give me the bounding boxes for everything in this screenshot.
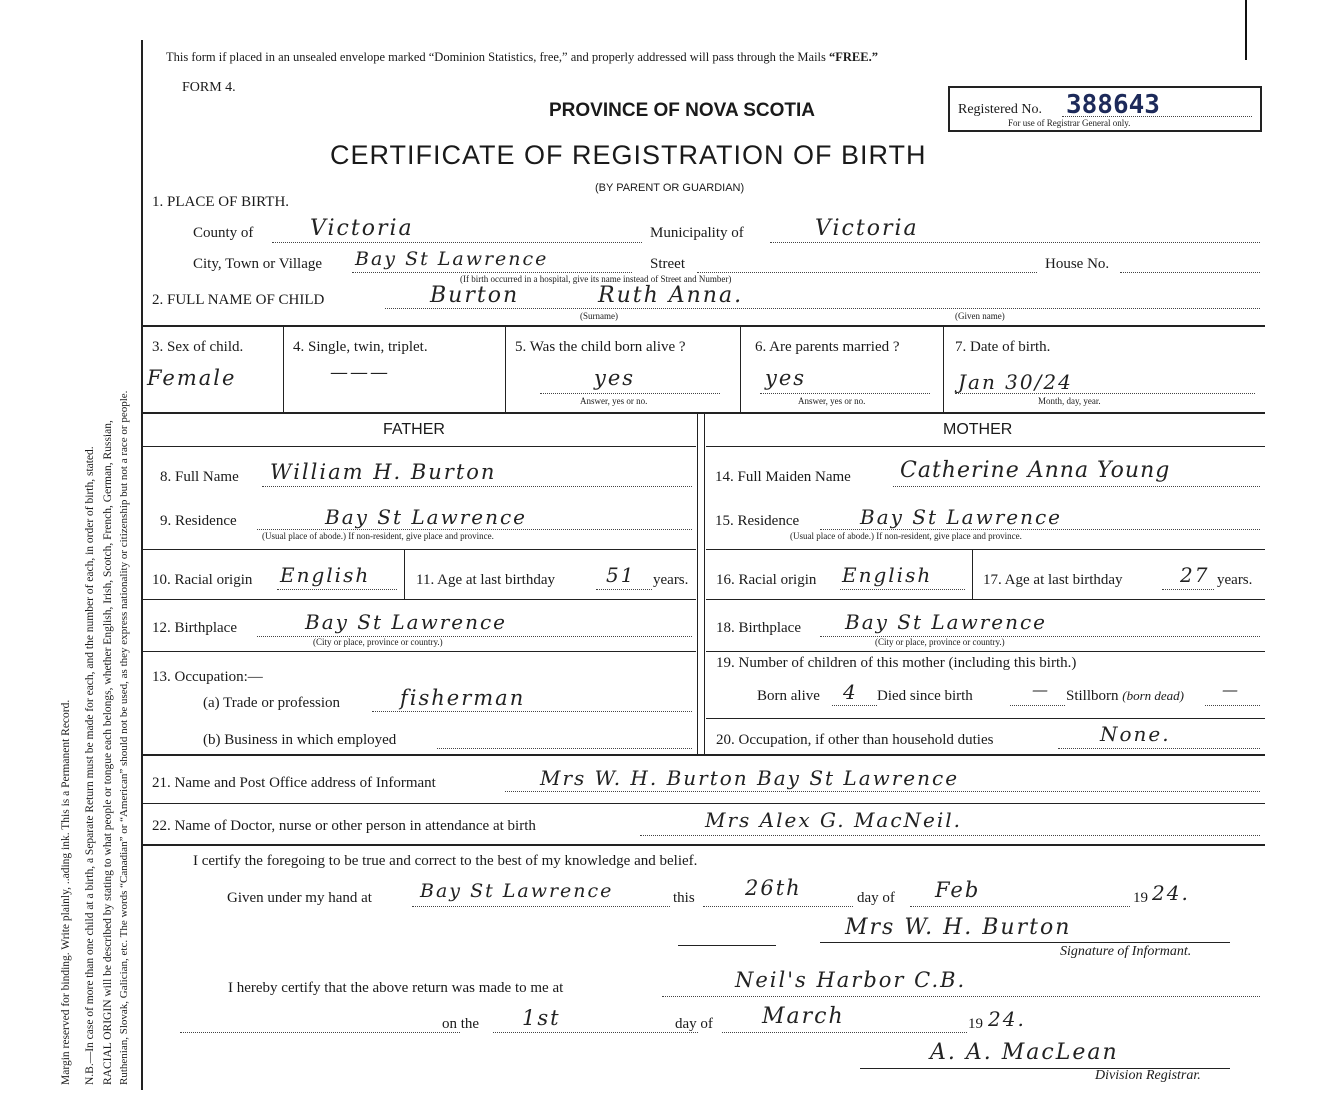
province-heading: PROVINCE OF NOVA SCOTIA [549,100,816,121]
mother-name-label: 14. Full Maiden Name [715,469,851,485]
county-value: Victoria [310,216,414,241]
return-day-value: 1st [522,1006,561,1030]
pen-mark [1245,0,1247,60]
street-label: Street [650,256,685,272]
child-name-label: 2. FULL NAME OF CHILD [152,292,325,308]
father-racial-label: 10. Racial origin [152,572,253,588]
father-birthplace-label: 12. Birthplace [152,620,237,636]
mother-racial-label: 16. Racial origin [716,572,817,588]
father-trade-value: fisherman [400,686,526,710]
given-month-value: Feb [935,878,981,902]
mother-birthplace-label: 18. Birthplace [716,620,801,636]
given-day-value: 26th [745,876,802,900]
father-name-value: William H. Burton [270,460,497,484]
mother-abode-caption: (Usual place of abode.) If non-resident, give place and province. [790,531,1022,541]
father-trade-label: (a) Trade or profession [203,695,341,711]
certificate-title: CERTIFICATE OF REGISTRATION OF BIRTH [330,140,927,170]
mother-residence-label: 15. Residence [715,513,800,529]
father-birthplace-caption: (City or place, province or country.) [313,637,443,647]
form-number: FORM 4. [182,80,236,95]
return-place-value: Neil's Harbor C.B. [735,968,967,992]
plurality-value: ——— [330,362,390,383]
father-age-value: 51 [606,563,636,587]
father-residence-value: Bay St Lawrence [325,505,528,529]
registrar-caption: Division Registrar. [1095,1068,1201,1083]
date-of-birth-label: 7. Date of birth. [955,339,1051,355]
municipality-value: Victoria [815,216,919,241]
alive-answer-caption: Answer, yes or no. [580,396,648,406]
informant-label: 21. Name and Post Office address of Informant [152,775,436,791]
given-name-caption: (Given name) [955,311,1005,321]
surname-caption: (Surname) [580,311,618,321]
registrar-note: For use of Registrar General only. [1008,118,1131,128]
place-of-birth-label: 1. PLACE OF BIRTH. [152,194,290,210]
mother-residence-value: Bay St Lawrence [860,505,1063,529]
informant-signature: Mrs W. H. Burton [845,915,1072,940]
given-year-value: 24. [1152,881,1190,905]
given-day-of-label: day of [857,890,895,906]
return-year-value: 24. [988,1007,1026,1031]
father-heading: FATHER [383,421,445,438]
mother-racial-value: English [842,563,933,587]
informant-signature-caption: Signature of Informant. [1060,944,1192,959]
parents-married-label: 6. Are parents married ? [755,339,900,355]
certify-statement: I certify the foregoing to be true and correct to the best of my knowledge and belief. [193,853,698,869]
mother-birthplace-caption: (City or place, province or country.) [875,637,1005,647]
child-given-name: Ruth Anna. [598,283,744,308]
married-answer-caption: Answer, yes or no. [798,396,866,406]
city-label: City, Town or Village [193,256,323,272]
mother-heading: MOTHER [943,421,1013,438]
mother-name-value: Catherine Anna Young [900,458,1171,483]
mother-occupation-value: None. [1100,722,1171,746]
rule-after-parents [143,754,1265,756]
father-abode-caption: (Usual place of abode.) If non-resident, give place and province. [262,531,494,541]
mother-age-label: 17. Age at last birthday [983,572,1123,588]
sex-value: Female [147,366,237,390]
born-alive-count-value: 4 [843,680,858,704]
father-occupation-label: 13. Occupation:— [152,669,263,685]
doctor-label: 22. Name of Doctor, nurse or other person in attendance at birth [152,818,536,834]
rule-after-doctor [143,844,1265,846]
date-of-birth-value: Jan 30/24 [958,370,1073,394]
father-birthplace-value: Bay St Lawrence [305,610,508,634]
dob-caption: Month, day, year. [1038,396,1101,406]
doctor-value: Mrs Alex G. MacNeil. [705,808,963,832]
father-years-label: years. [653,572,689,588]
this-label: this [673,890,695,906]
registered-number: 388643 [1066,90,1160,120]
registered-label: Registered No. [958,102,1042,117]
father-name-label: 8. Full Name [160,469,239,485]
mother-birthplace-value: Bay St Lawrence [845,610,1048,634]
margin-note-nb: N.B.—In case of more than one child at a birth, a Separate Return must be made for each, and the number of each, in order of birth, stated. [84,446,96,1085]
plurality-label: 4. Single, twin, triplet. [293,339,428,355]
mother-age-value: 27 [1180,563,1210,587]
registrar-signature: A. A. MacLean [930,1040,1119,1065]
hospital-note: (If birth occurred in a hospital, give its name instead of Street and Number) [460,274,732,284]
mother-occupation-label: 20. Occupation, if other than household duties [716,732,994,748]
died-value: — [1032,680,1050,699]
stillborn-value: — [1222,680,1240,699]
municipality-label: Municipality of [650,225,744,241]
certificate-subtitle: (BY PARENT OR GUARDIAN) [595,182,745,194]
return-month-value: March [762,1004,845,1029]
city-value: Bay St Lawrence [355,248,549,270]
children-count-label: 19. Number of children of this mother (including this birth.) [716,655,1077,671]
margin-note-racial-2: Ruthenian, Slovak, Galician, etc. The words “Canadian” or “American” should not be used, as they express nationality or citizenship but not a race or people. [118,390,130,1085]
born-alive-count-label: Born alive [757,688,820,704]
margin-note-racial-1: RACIAL ORIGIN will be described by stating to what people or tongue each belongs, whether English, Irish, Scotch, French, German, Russian, [102,420,114,1085]
mother-years-label: years. [1217,572,1253,588]
informant-value: Mrs W. H. Burton Bay St Lawrence [540,766,960,790]
county-label: County of [193,225,254,241]
house-no-label: House No. [1045,256,1110,272]
parents-married-value: yes [765,366,807,390]
given-under-label: Given under my hand at [227,890,372,906]
registered-number-box [948,86,1262,132]
return-label: I hereby certify that the above return was made to me at [228,980,564,996]
father-business-label: (b) Business in which employed [203,732,397,748]
born-alive-label: 5. Was the child born alive ? [515,339,686,355]
return-year-prefix: 19 [968,1016,983,1032]
margin-note-binding: Margin reserved for binding. Write plainly, ..ading ink. This is a Permanent Record. [60,699,72,1085]
died-label: Died since birth [877,688,973,704]
given-year-prefix: 19 [1133,890,1148,906]
sex-label: 3. Sex of child. [152,339,244,355]
margin-rule [141,40,143,1090]
on-the-label: on the [442,1016,480,1032]
child-surname: Burton [430,283,520,308]
father-residence-label: 9. Residence [160,513,237,529]
rule-after-name [143,325,1265,327]
given-place-value: Bay St Lawrence [420,880,614,902]
father-racial-value: English [280,563,371,587]
return-day-of-label: day of [675,1016,713,1032]
born-alive-value: yes [594,366,636,390]
stillborn-label: Stillborn (born dead) [1066,688,1185,704]
mail-notice: This form if placed in an unsealed envelope marked “Dominion Statistics, free,” and properly addressed will pass through the Mails “FREE.” [166,50,878,64]
father-age-label: 11. Age at last birthday [416,572,555,588]
